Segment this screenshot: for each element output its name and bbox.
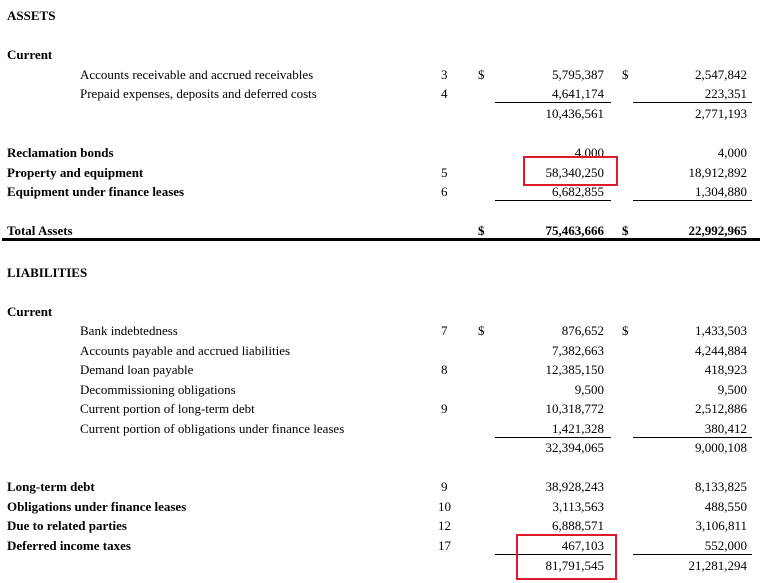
liabilities-current-heading: Current xyxy=(7,304,53,319)
value-current-year: 75,463,666 xyxy=(545,223,604,238)
value-current-year: 10,318,772 xyxy=(545,401,604,416)
total-double-rule xyxy=(2,238,760,241)
value-current-year: 467,103 xyxy=(561,538,604,553)
currency-symbol: $ xyxy=(622,223,629,238)
value-prior-year: 4,000 xyxy=(717,145,747,160)
row-label: Current portion of obligations under finance leases xyxy=(80,421,345,436)
subtotal-rule xyxy=(633,554,752,555)
row-label: Deferred income taxes xyxy=(7,538,131,553)
row-label: Demand loan payable xyxy=(80,362,194,377)
value-prior-year: 2,547,842 xyxy=(695,67,747,82)
value-prior-year: 22,992,965 xyxy=(688,223,747,238)
value-current-year: 1,421,328 xyxy=(552,421,604,436)
liabilities-heading: LIABILITIES xyxy=(7,265,88,280)
value-prior-year: 2,512,886 xyxy=(695,401,747,416)
value-prior-year: 9,000,108 xyxy=(695,440,747,455)
value-current-year: 58,340,250 xyxy=(545,165,604,180)
row-label: Bank indebtedness xyxy=(80,323,178,338)
note-ref: 8 xyxy=(441,362,448,377)
value-prior-year: 380,412 xyxy=(704,421,747,436)
value-prior-year: 3,106,811 xyxy=(695,518,747,533)
row-label: Decommissioning obligations xyxy=(80,382,236,397)
value-prior-year: 552,000 xyxy=(704,538,747,553)
row-label: Total Assets xyxy=(7,223,73,238)
row-label: Due to related parties xyxy=(7,518,127,533)
value-prior-year: 21,281,294 xyxy=(688,558,747,573)
value-prior-year: 488,550 xyxy=(704,499,747,514)
currency-symbol: $ xyxy=(622,323,629,338)
note-ref: 12 xyxy=(438,518,451,533)
value-prior-year: 4,244,884 xyxy=(695,343,747,358)
subtotal-rule xyxy=(495,437,611,438)
value-current-year: 38,928,243 xyxy=(545,479,604,494)
row-label: Long-term debt xyxy=(7,479,95,494)
note-ref: 9 xyxy=(441,401,448,416)
subtotal-rule xyxy=(633,437,752,438)
note-ref: 5 xyxy=(441,165,448,180)
value-current-year: 3,113,563 xyxy=(552,499,604,514)
assets-heading: ASSETS xyxy=(7,8,56,23)
value-current-year: 10,436,561 xyxy=(545,106,604,121)
row-label: Current portion of long-term debt xyxy=(80,401,255,416)
currency-symbol: $ xyxy=(622,67,629,82)
subtotal-rule xyxy=(495,200,611,201)
value-current-year: 5,795,387 xyxy=(552,67,604,82)
value-current-year: 81,791,545 xyxy=(545,558,604,573)
row-label: Accounts receivable and accrued receivables xyxy=(80,67,314,82)
value-prior-year: 8,133,825 xyxy=(695,479,747,494)
row-label: Obligations under finance leases xyxy=(7,499,187,514)
value-current-year: 4,641,174 xyxy=(552,86,604,101)
value-current-year: 12,385,150 xyxy=(545,362,604,377)
row-label: Property and equipment xyxy=(7,165,144,180)
currency-symbol: $ xyxy=(478,67,485,82)
value-current-year: 32,394,065 xyxy=(545,440,604,455)
note-ref: 6 xyxy=(441,184,448,199)
row-label: Equipment under finance leases xyxy=(7,184,185,199)
row-label: Reclamation bonds xyxy=(7,145,114,160)
value-current-year: 7,382,663 xyxy=(552,343,604,358)
value-prior-year: 418,923 xyxy=(704,362,747,377)
note-ref: 17 xyxy=(438,538,451,553)
value-prior-year: 9,500 xyxy=(717,382,747,397)
subtotal-rule xyxy=(633,200,752,201)
value-current-year: 4,000 xyxy=(574,145,604,160)
note-ref: 7 xyxy=(441,323,448,338)
currency-symbol: $ xyxy=(478,223,485,238)
note-ref: 10 xyxy=(438,499,451,514)
row-label: Prepaid expenses, deposits and deferred costs xyxy=(80,86,317,101)
value-current-year: 6,682,855 xyxy=(552,184,604,199)
value-prior-year: 223,351 xyxy=(704,86,747,101)
highlight-box-property xyxy=(523,156,618,186)
assets-current-heading: Current xyxy=(7,47,53,62)
value-current-year: 9,500 xyxy=(574,382,604,397)
row-label: Accounts payable and accrued liabilities xyxy=(80,343,291,358)
note-ref: 3 xyxy=(441,67,448,82)
value-prior-year: 18,912,892 xyxy=(688,165,747,180)
note-ref: 4 xyxy=(441,86,448,101)
subtotal-rule xyxy=(495,102,611,103)
note-ref: 9 xyxy=(441,479,448,494)
value-current-year: 6,888,571 xyxy=(552,518,604,533)
value-current-year: 876,652 xyxy=(561,323,604,338)
value-prior-year: 1,304,880 xyxy=(695,184,747,199)
highlight-box-deferred-total xyxy=(516,534,617,580)
subtotal-rule xyxy=(633,102,752,103)
value-prior-year: 2,771,193 xyxy=(695,106,747,121)
value-prior-year: 1,433,503 xyxy=(695,323,747,338)
currency-symbol: $ xyxy=(478,323,485,338)
